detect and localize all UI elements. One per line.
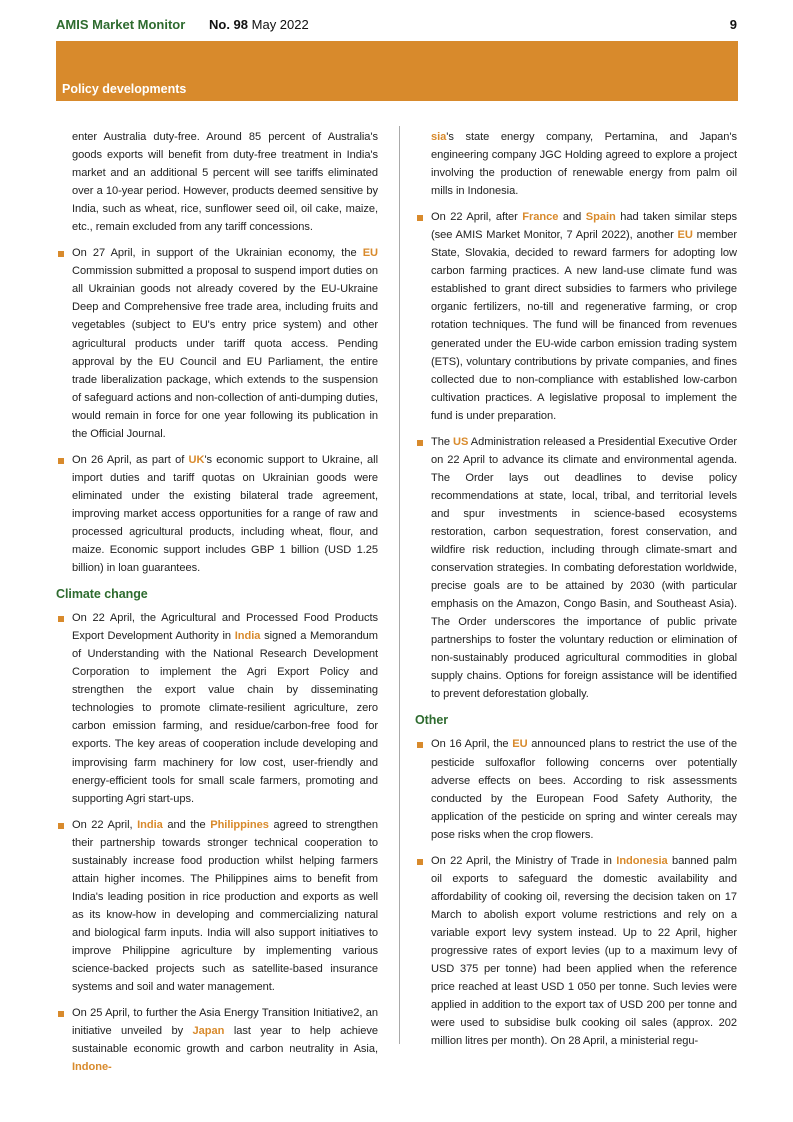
text-run: Commission submitted a proposal to suspend import duties on all Ukrainian goods not already covered by the EU-Ukraine Deep and Comprehensive free trade area, including fruits and vegetables (subject to EU's entry price system) and other agricultural products under tariff quota access. Pending approval by the EU Council and EU Parliament, the entire trade liberalization package, which extends to the suspension of safeguard actions and non-collection of anti-dumping duties, would remain in force for one year following its publication in the Official Journal.: [72, 265, 378, 440]
bullet-uk-ukraine: [56, 451, 378, 577]
bullet-slovakia-fund: [415, 208, 737, 425]
heading-climate-change: Climate change: [56, 587, 148, 602]
text-run: Administration released a Presidential Executive Order on 22 April to advance its climate and environmental agenda. The Order lays out deadlines to devise policy recommendations at state, local, tribal, and territorial levels and spur investments in science-based ecosystems restoration, carbon sequestration, forest conservation, and wildfire risk reduction, including through climate-smart and conservation strategies. In combating deforestation worldwide, precise goals are to be attained by 2030 (with particular emphasis on the Amazon, Congo Basin, and Southeast Asia). The Order underscores the importance of public private partnerships to foster the voluntary reduction or elimination of non-sustainably produced agricultural commodities in global supply chains. Options for foreign assistance will be identified to prevent deforestation globally.: [431, 435, 737, 701]
text-run: and the: [162, 818, 211, 831]
left-column: [56, 128, 378, 1084]
bullet-us-executive-order: [415, 433, 737, 704]
bullet-japan-indonesia: [56, 1004, 378, 1076]
country-highlight: India: [234, 630, 261, 643]
running-header: [56, 14, 737, 36]
text-run: On 22 April, after: [431, 211, 523, 224]
page-number: 9: [729, 17, 737, 32]
country-highlight: Japan: [192, 1025, 225, 1038]
text-run: On 22 April,: [72, 818, 138, 831]
country-highlight: UK: [188, 453, 205, 466]
text-run: On 25 April, to further the Asia Energy Transition Initiative2, an initiative unveiled by: [72, 1007, 378, 1038]
text-run: The: [431, 435, 454, 448]
text-run: agreed to strengthen their partnership towards stronger technical cooperation to sustainably increase food production whilst helping farmers attain higher incomes. The Philippines aims to benefit from India's leading position in rice production and exports as well as its know-how in developing and commercializing natural and biological farm inputs. India will also support initiatives to improve Philippine agriculture by implementing various science-backed projects such as satellite-based insurance systems and soil and water management.: [72, 818, 378, 994]
text-run: On 26 April, as part of: [72, 453, 189, 466]
country-highlight: EU: [512, 738, 528, 751]
country-highlight: Philippines: [210, 818, 269, 831]
country-highlight: EU: [362, 247, 378, 260]
right-column: [415, 128, 737, 1058]
text-run: banned palm oil exports to safeguard the domestic availability and affordability of cooking oil, reversing the decision taken on 17 March to abolish export volume restrictions and rely on a variable export levy system instead. Up to 22 April, higher progressive rates of export levies (up to a maximum levy of USD 375 per tonne) had been applied when the reference price reached at least USD 1 050 per tonne. Such levies were applied in addition to the export tax of USD 200 per tonne and were used to subsidise bulk cooking oil sales (approx. 202 million litres per month). On 28 April, a ministerial regu-: [431, 854, 737, 1048]
issue-info: [209, 14, 309, 36]
bullet-india-philippines: [56, 816, 378, 996]
continued-paragraph: enter Australia duty-free. Around 85 percent of Australia's goods exports will benefit from duty-free treatment in India's market and an additional 5 percent will see tariffs eliminated over a 10-year period. However, products deemed sensitive by India, such as wheat, rice, sunflower seed oil, oil cake, maize, etc., remain excluded from any tariff concessions.: [72, 131, 378, 234]
text-run: 's state energy company, Pertamina, and Japan's engineering company JGC Holding agreed to explore a project involving the production of renewable energy from palm oil mills in Indonesia.: [431, 131, 737, 198]
bullet-eu-ukraine: [56, 244, 378, 443]
column-divider: [399, 126, 400, 1044]
text-run: signed a Memorandum of Understanding with the National Research Development Corporation to implement the Agri Export Policy and strengthen the export value chain by disseminating technologies to promote climate-resilient agriculture, zero carbon emission farming, and residue/carbon-free food for exports. The key areas of cooperation include developing and improvising farm machinery for low cost, user-friendly and energy-efficient tools for small scale farmers, promoting and supporting Agri start-ups.: [72, 630, 378, 805]
country-highlight: India: [137, 818, 163, 831]
country-highlight: Indonesia: [616, 854, 668, 867]
issue-number: No. 98: [209, 17, 249, 32]
country-highlight: Indone-: [72, 1061, 112, 1074]
bullet-indonesia-palm-oil: [415, 852, 737, 1051]
text-run: On 16 April, the: [431, 738, 513, 751]
bullet-eu-pesticide: [415, 735, 737, 843]
country-highlight: sia: [431, 131, 447, 143]
text-run: member State, Slovakia, decided to reward farmers for adopting low carbon farming practices. A new land-use climate fund was established to grant direct subsidies to farmers who privilege organic fertilizers, no-till and regenerative farming, or crop rotation techniques. The fund will be financed from revenues generated under the EU-wide carbon emission trading system (ETS), voluntary contributions by private companies, and fines collected due to non-compliance with established low-carbon cultivation practices. A legislative proposal to implement the fund is under preparation.: [431, 229, 737, 422]
text-run: On 22 April, the Ministry of Trade in: [431, 854, 617, 867]
text-run: last year to help achieve sustainable economic growth and carbon neutrality in Asia,: [72, 1025, 379, 1056]
country-highlight: France: [522, 211, 559, 224]
section-title: Policy developments: [62, 82, 187, 96]
continued-paragraph: [415, 128, 737, 200]
text-run: On 22 April, the Agricultural and Processed Food Products Export Development Authority in: [72, 612, 378, 643]
country-highlight: US: [453, 435, 469, 448]
bullet-india-mou: [56, 609, 378, 808]
country-highlight: Spain: [585, 211, 616, 224]
text-run: and: [558, 211, 586, 224]
text-run: 's economic support to Ukraine, all import duties and tariff quotas on Ukrainian goods were eliminated under the existing bilateral trade agreement, improving market access opportunities for a range of raw and processed agricultural products, including wheat, flour, and maize. Economic support includes GBP 1 billion (USD 1.25 billion) in loan guarantees.: [72, 453, 378, 575]
text-run: On 27 April, in support of the Ukrainian economy, the: [72, 247, 363, 260]
text-run: announced plans to restrict the use of the pesticide sulfoxaflor following concerns over potentially adverse effects on bees. According to risk assessments conducted by the European Food Safety Authority, the application of the pesticide on spring and winter cereals may pose risks when the crop flowers.: [431, 738, 738, 841]
heading-other: Other: [415, 713, 449, 728]
text-run: had taken similar steps (see AMIS Market Monitor, 7 April 2022), another: [431, 211, 737, 242]
issue-date: May 2022: [251, 17, 309, 32]
publication-title: AMIS Market Monitor: [56, 17, 186, 32]
section-banner: [56, 41, 738, 101]
country-highlight: EU: [677, 229, 693, 242]
